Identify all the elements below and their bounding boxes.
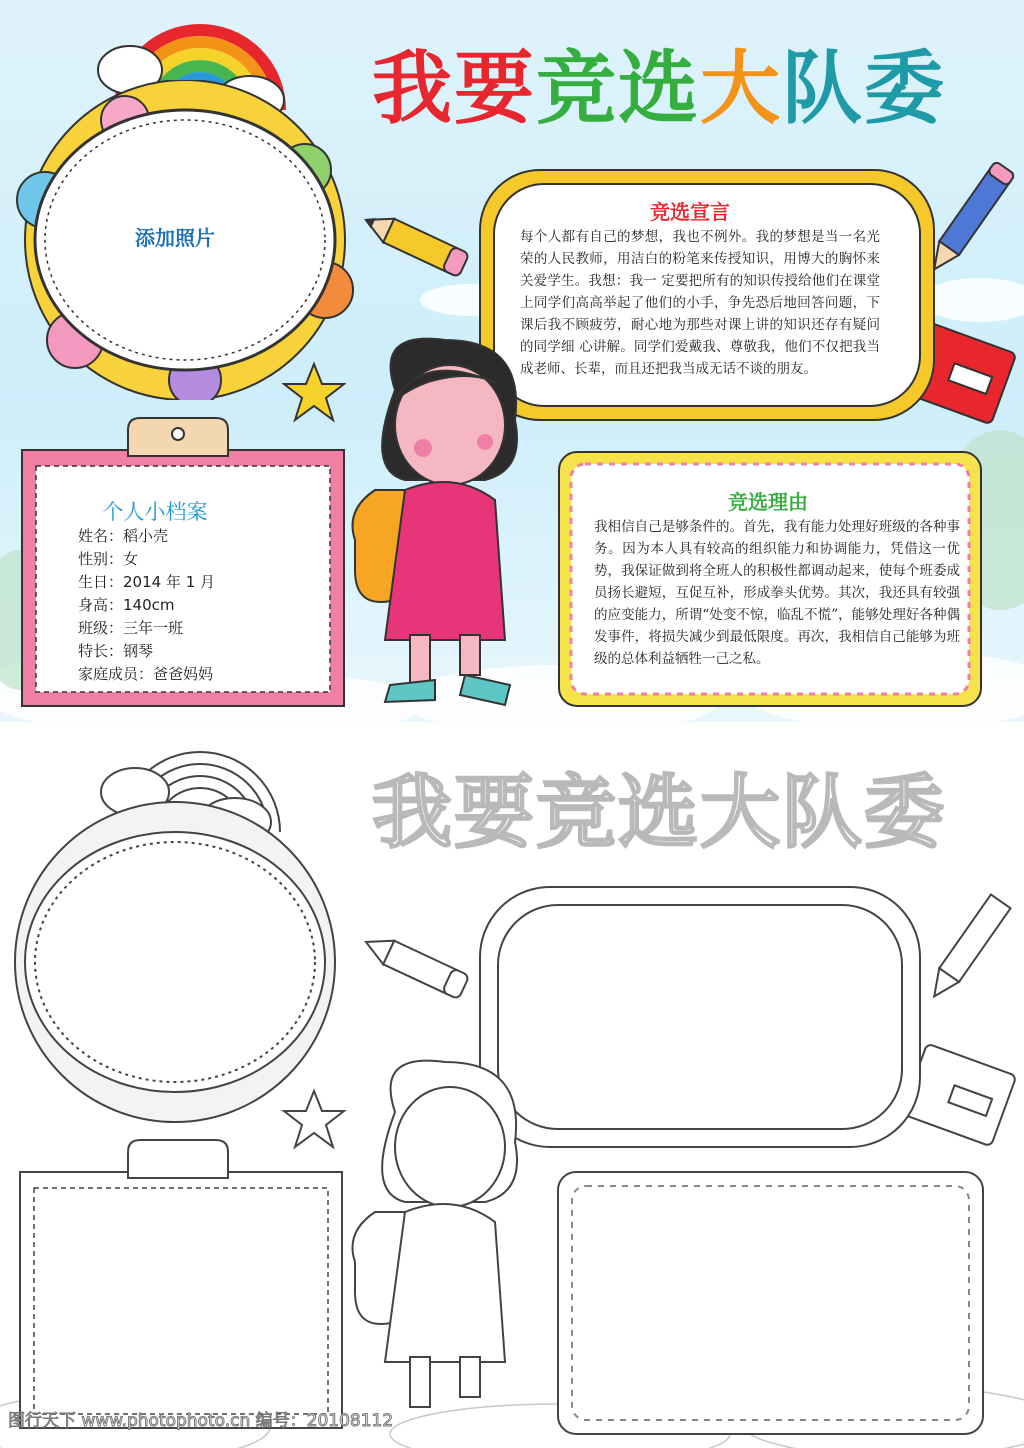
title-char-2: 竞: [536, 42, 618, 135]
reason-heading: 竞选理由: [728, 490, 808, 514]
title-char-0: 我: [372, 42, 454, 135]
pencil-icon: [355, 200, 475, 290]
profile-list: [78, 525, 328, 686]
title-char-5: 队: [782, 42, 864, 135]
profile-row-family[interactable]: 家庭成员：爸爸妈妈: [78, 665, 214, 683]
title-char-6: 委: [864, 42, 946, 135]
profile-row-class[interactable]: 班级：三年一班: [78, 619, 184, 637]
profile-row-birthday[interactable]: 生日：2014 年 1 月: [78, 573, 216, 591]
title-char-1: 要: [454, 42, 536, 135]
girl-illustration: [335, 330, 535, 722]
profile-row-name[interactable]: 姓名：稻小壳: [78, 527, 169, 545]
declaration-text[interactable]: 每个人都有自己的梦想，我也不例外。我的梦想是当一名光荣的人民教师，用洁白的粉笔来传授知识，用博大的胸怀来关爱学生。我想：我一 定要把所有的知识传授给他们在课堂上同学们高高举起了他们的小手，争先恐后地回答问题，下课后我不顾疲劳，耐心地为那些对课上讲的知识还存有疑问的同学细 心讲解。同学们爱戴我、尊敬我，他们不仅把我当成老师、长辈，而且还把我当成无话不谈的朋友。: [520, 229, 880, 377]
watermark: 图行天下 www.photophoto.cn 编号：20108112: [8, 1411, 394, 1431]
outline-title: [372, 748, 946, 863]
reason-text[interactable]: 我相信自己是够条件的。首先，我有能力处理好班级的各种事务。因为本人具有较高的组织能力和协调能力，凭借这一优势，我保证做到将全班人的积极性都调动起来，使每个班委成员扬长避短，互促互补，形成拳头优势。其次，我还具有较强的应变能力，所谓“处变不惊，临乱不慌”，能够处理好各种偶发事件，将损失减少到最低限度。再次，我相信自己能够为班级的总体利益牺牲一己之私。: [594, 519, 960, 667]
page-title: [372, 24, 946, 139]
colored-poster: [0, 0, 1024, 722]
profile-row-height[interactable]: 身高：140cm: [78, 596, 175, 614]
declaration-heading: 竞选宣言: [650, 200, 730, 224]
profile-row-gender[interactable]: 性别：女: [78, 550, 139, 568]
title-char-3: 选: [618, 42, 700, 135]
profile-heading: 个人小档案: [102, 500, 208, 524]
profile-row-talent[interactable]: 特长：钢琴: [78, 642, 154, 660]
add-photo-label[interactable]: 添加照片: [135, 226, 215, 250]
outline-poster: [0, 722, 1024, 1448]
title-char-4: 大: [700, 42, 782, 135]
outline-title-text: 我要竞选大队委: [372, 766, 946, 859]
